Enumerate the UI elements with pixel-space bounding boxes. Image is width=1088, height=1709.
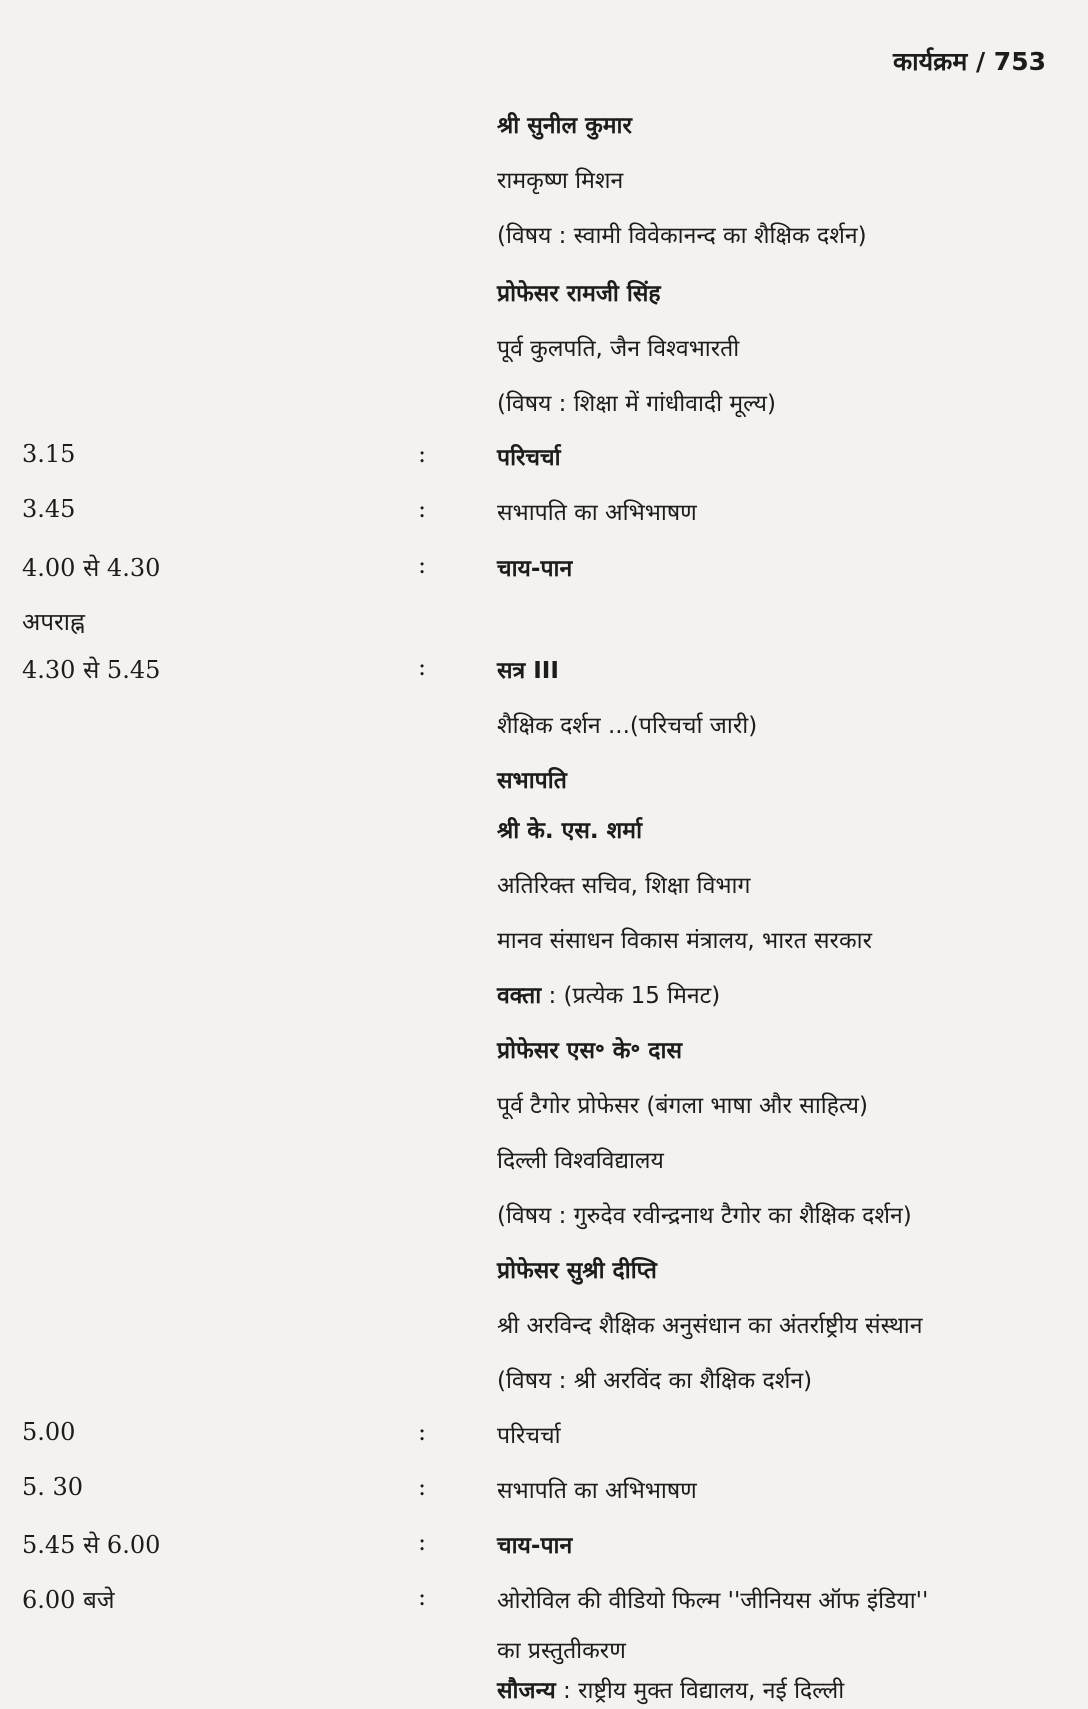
- time-label: 3.45: [22, 495, 76, 523]
- time-label: 3.15: [22, 440, 76, 468]
- line-text: सत्र III: [497, 658, 559, 684]
- page-header: कार्यक्रम / 753: [892, 47, 1046, 76]
- colon-separator: :: [418, 1528, 427, 1556]
- line-text: प्रोफेसर एस॰ के॰ दास: [497, 1038, 682, 1064]
- colon-separator: :: [418, 1473, 427, 1501]
- line-text: शैक्षिक दर्शन ...(परिचर्चा जारी): [497, 713, 758, 739]
- line-text: श्री अरविन्द शैक्षिक अनुसंधान का अंतर्राष्ट्रीय संस्थान: [497, 1313, 923, 1339]
- colon-separator: :: [418, 495, 427, 523]
- line-text: (विषय : स्वामी विवेकानन्द का शैक्षिक दर्शन): [497, 223, 867, 249]
- line-text: दिल्ली विश्वविद्यालय: [497, 1148, 664, 1174]
- line-text: (विषय : गुरुदेव रवीन्द्रनाथ टैगोर का शैक्षिक दर्शन): [497, 1203, 912, 1229]
- time-label: 4.30 से 5.45: [22, 656, 161, 684]
- line-text: ओरोविल की वीडियो फिल्म ''जीनियस ऑफ इंडिया'': [497, 1588, 929, 1614]
- line-text: श्री के. एस. शर्मा: [497, 818, 643, 844]
- line-text: का प्रस्तुतीकरण: [497, 1638, 626, 1664]
- time-label: अपराह्न: [22, 608, 85, 636]
- line-text: वक्ता : (प्रत्येक 15 मिनट): [497, 983, 721, 1009]
- time-label: 6.00 बजे: [22, 1586, 115, 1614]
- colon-separator: :: [418, 1583, 427, 1611]
- colon-separator: :: [418, 653, 427, 681]
- line-text: परिचर्चा: [497, 445, 561, 471]
- time-label: 5.45 से 6.00: [22, 1531, 161, 1559]
- line-text: प्रोफेसर सुश्री दीप्ति: [497, 1258, 657, 1284]
- line-text: सौजन्य : राष्ट्रीय मुक्त विद्यालय, नई दिल्ली: [497, 1678, 845, 1704]
- line-text: सभापति का अभिभाषण: [497, 1478, 697, 1504]
- colon-separator: :: [418, 440, 427, 468]
- time-label: 5. 30: [22, 1473, 84, 1501]
- colon-separator: :: [418, 551, 427, 579]
- line-text: चाय-पान: [497, 556, 573, 582]
- line-text: रामकृष्ण मिशन: [497, 168, 624, 194]
- time-label: 4.00 से 4.30: [22, 554, 161, 582]
- line-text: (विषय : शिक्षा में गांधीवादी मूल्य): [497, 391, 776, 417]
- line-text: मानव संसाधन विकास मंत्रालय, भारत सरकार: [497, 928, 872, 954]
- line-text: परिचर्चा: [497, 1423, 561, 1449]
- time-label: 5.00: [22, 1418, 76, 1446]
- line-text: प्रोफेसर रामजी सिंह: [497, 281, 661, 307]
- line-text: (विषय : श्री अरविंद का शैक्षिक दर्शन): [497, 1368, 813, 1394]
- colon-separator: :: [418, 1418, 427, 1446]
- line-text: सभापति का अभिभाषण: [497, 500, 697, 526]
- line-text: सभापति: [497, 768, 567, 794]
- line-text: पूर्व कुलपति, जैन विश्वभारती: [497, 336, 740, 362]
- line-text: अतिरिक्त सचिव, शिक्षा विभाग: [497, 873, 751, 899]
- line-text: श्री सुनील कुमार: [497, 113, 632, 139]
- line-text: पूर्व टैगोर प्रोफेसर (बंगला भाषा और साहित्य): [497, 1093, 868, 1119]
- line-text: चाय-पान: [497, 1533, 573, 1559]
